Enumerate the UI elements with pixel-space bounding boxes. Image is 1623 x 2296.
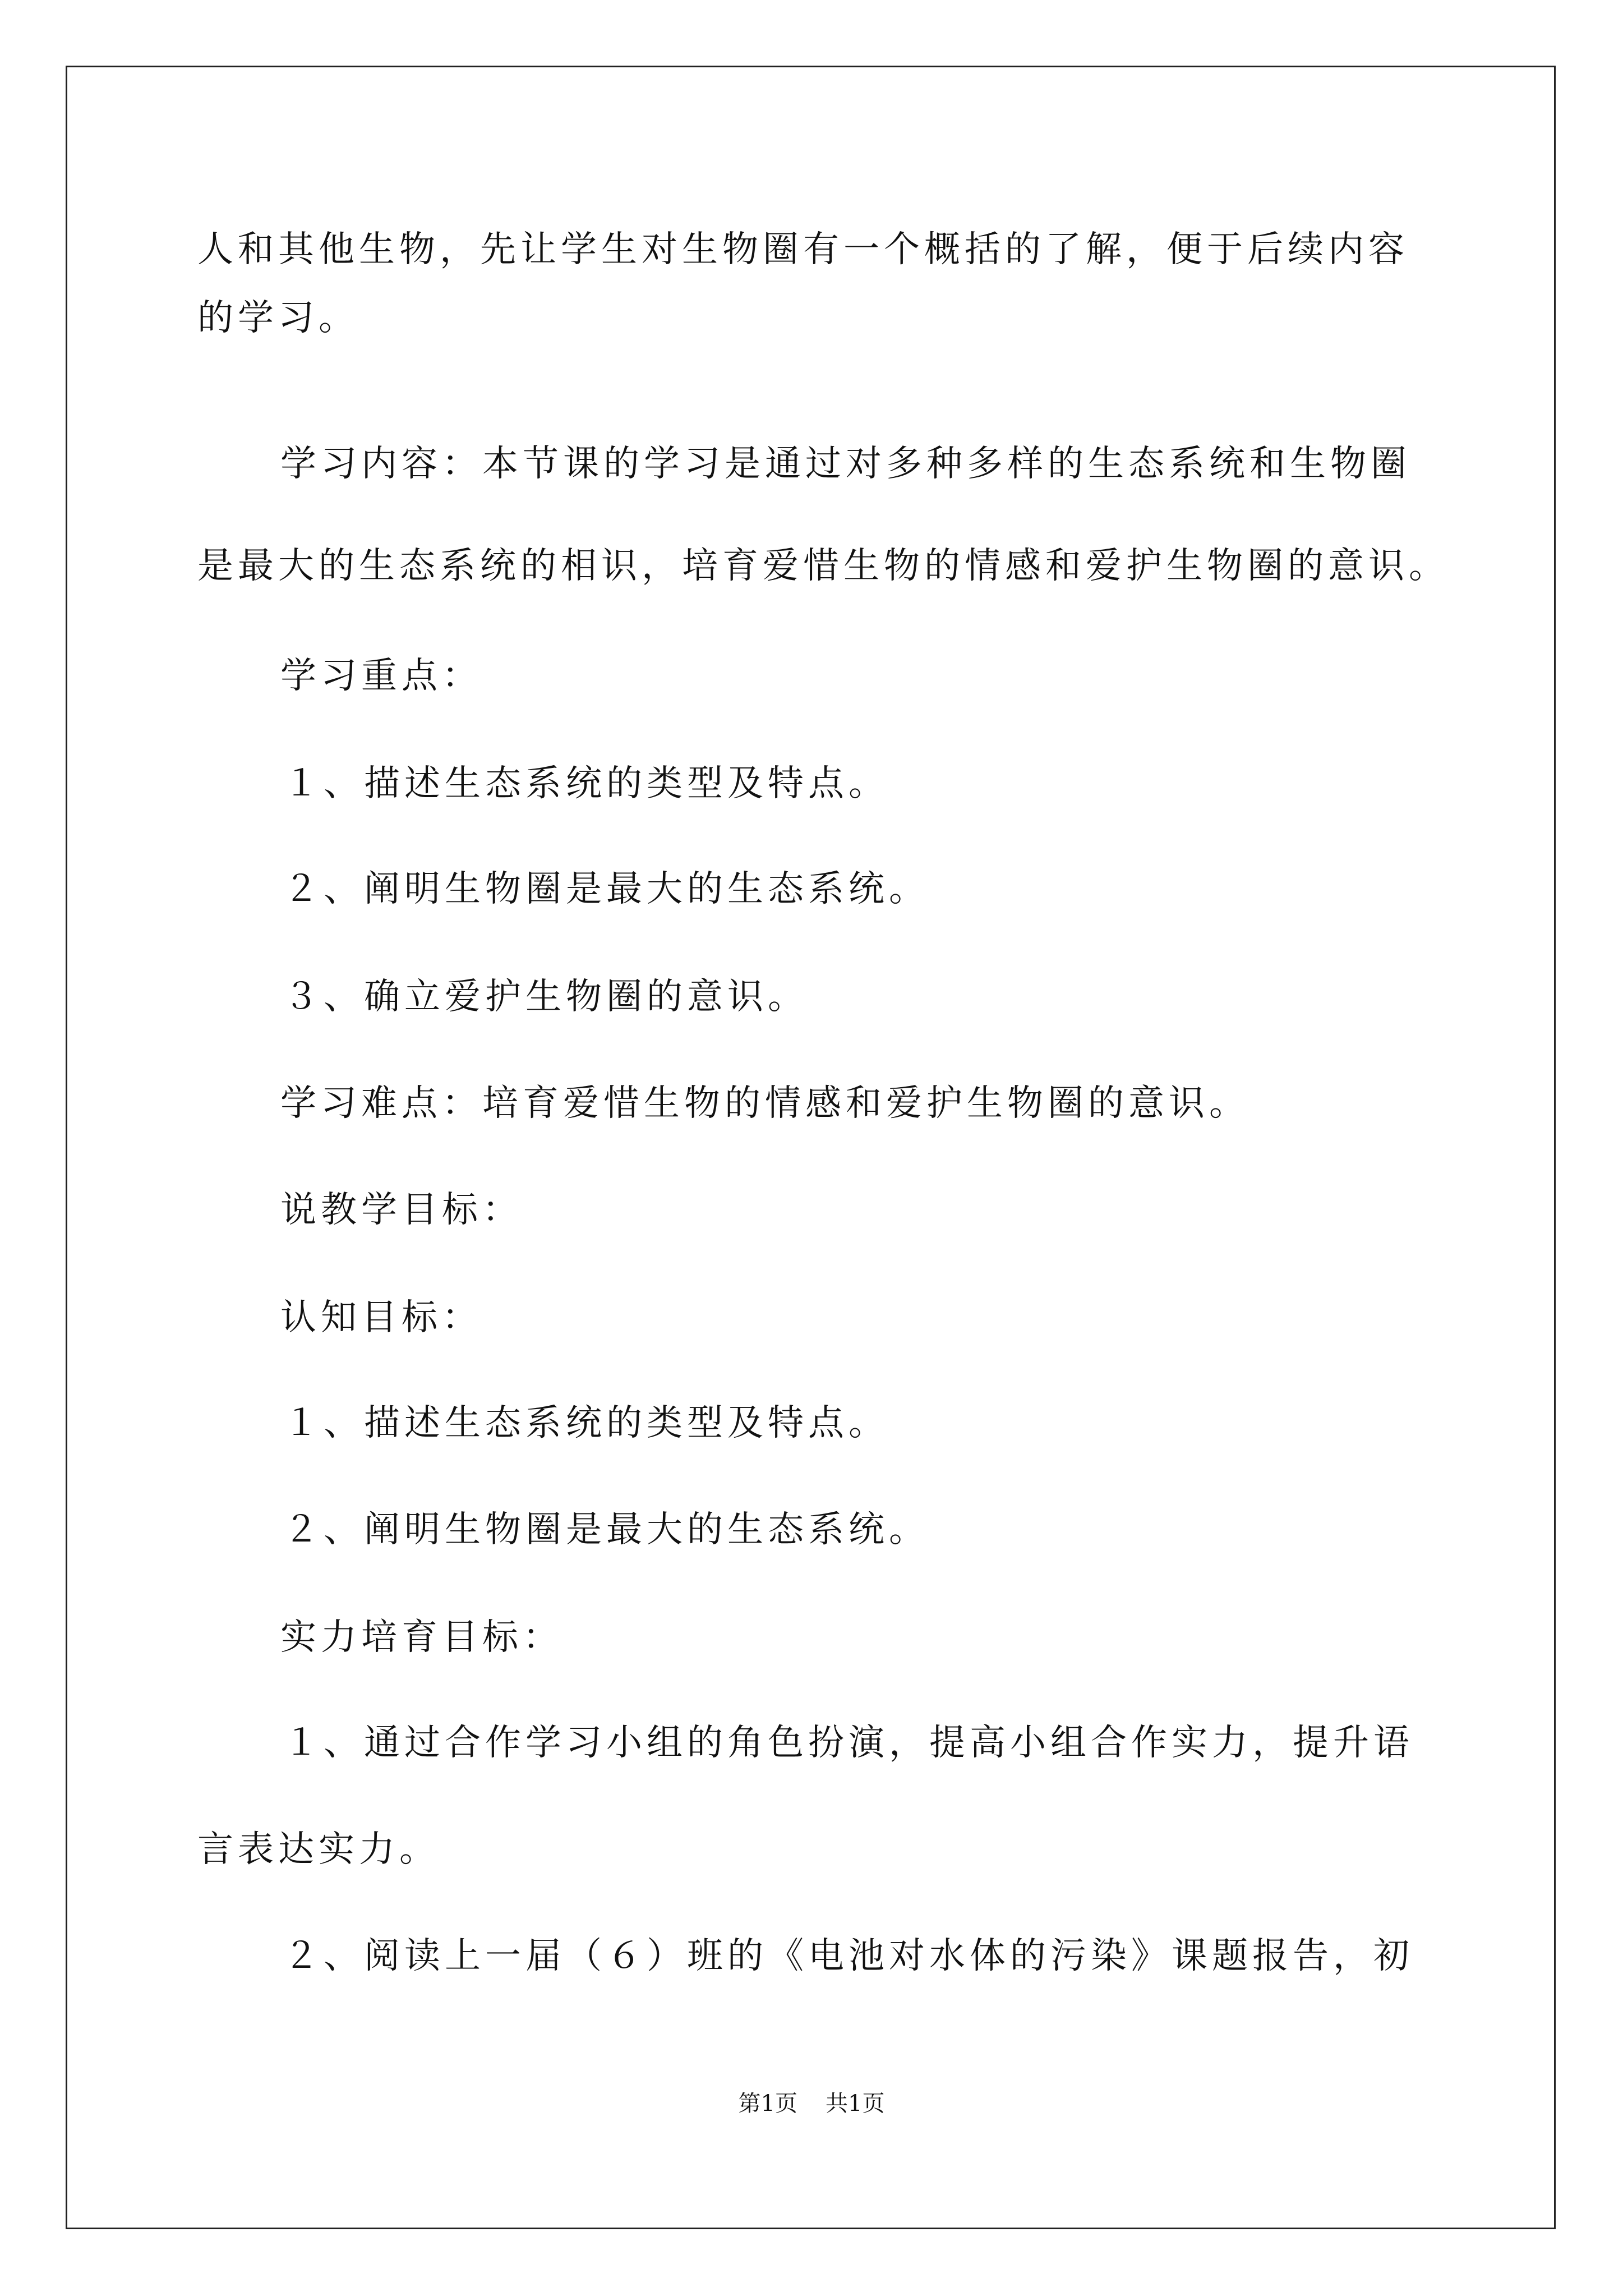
list-item: １、描述生态系统的类型及特点。 — [283, 763, 889, 804]
list-item: ２、阐明生物圈是最大的生态系统。 — [283, 868, 929, 910]
page-border — [66, 66, 1556, 2229]
text-line: 的学习。 — [197, 297, 359, 339]
text-line: 人和其他生物，先让学生对生物圈有一个概括的了解，便于后续内容 — [197, 229, 1409, 270]
text-line: 是最大的生态系统的相识，培育爱惜生物的情感和爱护生物圈的意识。 — [197, 545, 1449, 587]
page-total: 共1页 — [826, 2091, 885, 2116]
section-heading: 说教学目标： — [280, 1189, 523, 1231]
section-heading: 认知目标： — [280, 1297, 482, 1338]
list-item: ３、确立爱护生物圈的意识。 — [283, 976, 808, 1018]
list-item: １、通过合作学习小组的角色扮演，提高小组合作实力，提升语 — [283, 1722, 1414, 1764]
text-line: 学习难点：培育爱惜生物的情感和爱护生物圈的意识。 — [280, 1083, 1249, 1124]
section-heading: 学习重点： — [280, 655, 482, 697]
list-item: １、描述生态系统的类型及特点。 — [283, 1402, 889, 1444]
text-line: 学习内容：本节课的学习是通过对多种多样的生态系统和生物圈 — [280, 443, 1411, 485]
list-item: ２、阅读上一届（６）班的《电池对水体的污染》课题报告，初 — [283, 1935, 1414, 1977]
section-heading: 实力培育目标： — [280, 1617, 563, 1658]
page-footer — [0, 2090, 1623, 2118]
list-item: ２、阐明生物圈是最大的生态系统。 — [283, 1509, 929, 1550]
text-line: 言表达实力。 — [197, 1829, 440, 1870]
page-number: 第1页 — [738, 2091, 797, 2116]
